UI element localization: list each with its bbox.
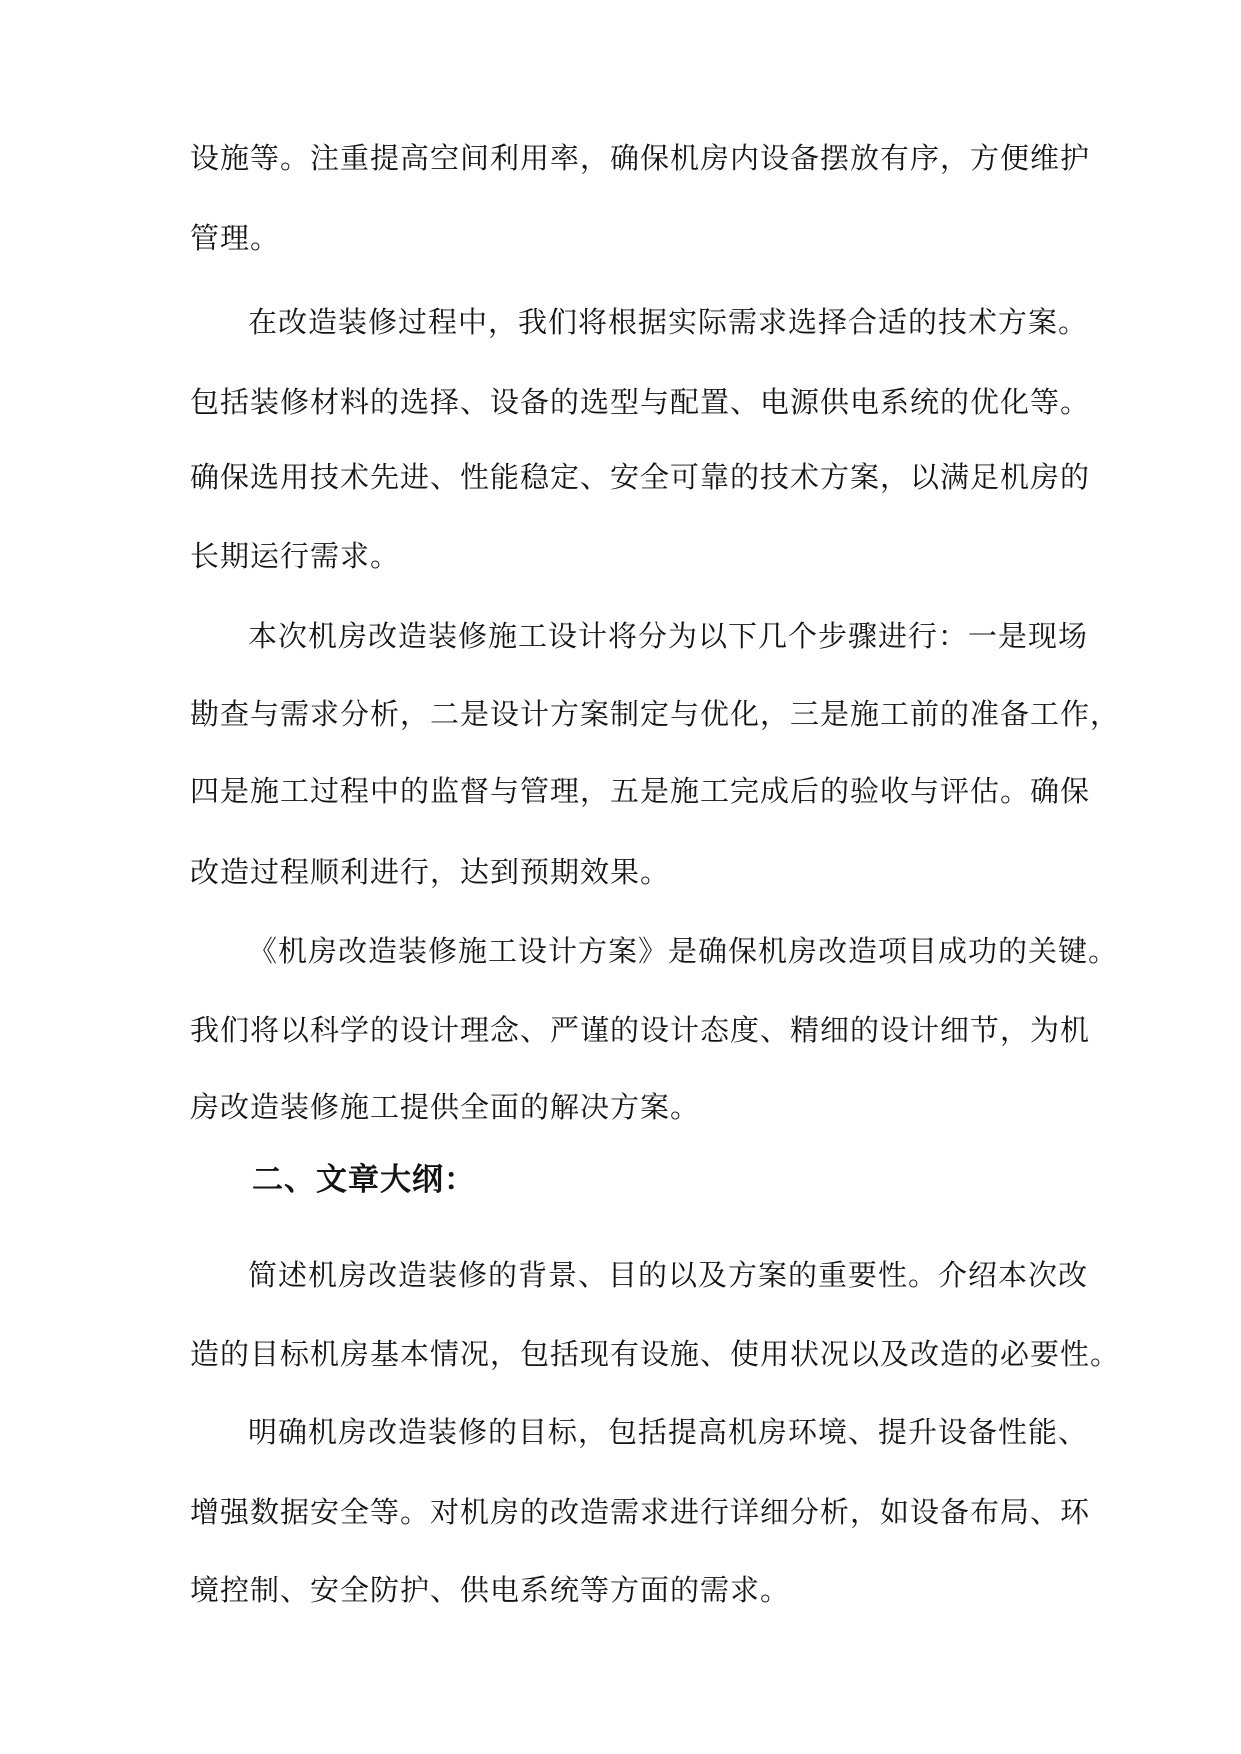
paragraph-line: 管理。	[190, 221, 281, 255]
paragraph-line: 简述机房改造装修的背景、目的以及方案的重要性。介绍本次改	[248, 1258, 1089, 1292]
paragraph-line: 设施等。注重提高空间利用率，确保机房内设备摆放有序，方便维护	[190, 141, 1091, 175]
paragraph-line: 长期运行需求。	[190, 539, 401, 573]
paragraph-line: 改造过程顺利进行，达到预期效果。	[190, 855, 671, 889]
paragraph-line: 明确机房改造装修的目标，包括提高机房环境、提升设备性能、	[248, 1415, 1089, 1449]
paragraph-line: 四是施工过程中的监督与管理，五是施工完成后的验收与评估。确保	[190, 774, 1091, 808]
paragraph-line: 境控制、安全防护、供电系统等方面的需求。	[190, 1573, 791, 1607]
paragraph-line: 勘查与需求分析，二是设计方案制定与优化，三是施工前的准备工作，	[190, 697, 1121, 731]
paragraph-line: 包括装修材料的选择、设备的选型与配置、电源供电系统的优化等。	[190, 385, 1091, 419]
paragraph-line: 造的目标机房基本情况，包括现有设施、使用状况以及改造的必要性。	[190, 1337, 1121, 1371]
paragraph-line: 房改造装修施工提供全面的解决方案。	[190, 1090, 701, 1124]
paragraph-line: 我们将以科学的设计理念、严谨的设计态度、精细的设计细节，为机	[190, 1013, 1091, 1047]
paragraph-line: 在改造装修过程中，我们将根据实际需求选择合适的技术方案。	[248, 305, 1089, 339]
section-heading: 二、文章大纲：	[252, 1162, 476, 1198]
paragraph-line: 确保选用技术先进、性能稳定、安全可靠的技术方案，以满足机房的	[190, 460, 1091, 494]
paragraph-line: 增强数据安全等。对机房的改造需求进行详细分析，如设备布局、环	[190, 1495, 1091, 1529]
paragraph-line: 《机房改造装修施工设计方案》是确保机房改造项目成功的关键。	[248, 934, 1119, 968]
paragraph-line: 本次机房改造装修施工设计将分为以下几个步骤进行：一是现场	[248, 619, 1089, 653]
